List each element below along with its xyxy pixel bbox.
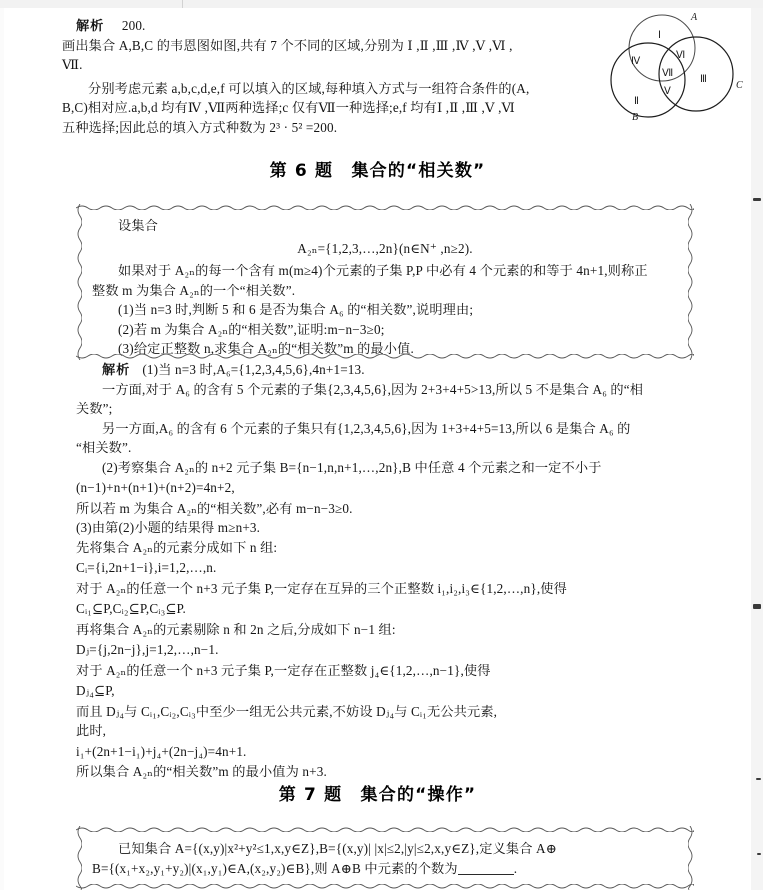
edge-mark — [757, 853, 761, 855]
solution-line-8: (3)由第(2)小题的结果得 m≥n+3. — [76, 520, 261, 535]
solution-line-13: 而且 Dⱼ₄与 Cᵢ₁,Cᵢ₂,Cᵢ₃中至少一组无公共元素,不妨设 Dⱼ₄与 Cᵢ₁无公共元素, — [76, 703, 498, 719]
answer-blank[interactable] — [458, 874, 514, 875]
solution-line-6: (2)考察集合 A₂ₙ的 n+2 元子集 B={n−1,n,n+1,…,2n},B 中任意 4 个元素之和一定不小于 — [102, 459, 602, 475]
solution-display-1: (n−1)+n+(n+1)+(n+2)=4n+2, — [76, 480, 235, 495]
box-right-border — [688, 204, 694, 360]
box-left-border — [76, 204, 82, 360]
venn-region-6: Ⅵ — [676, 50, 686, 61]
edge-mark — [753, 604, 761, 609]
box-top-border — [76, 204, 694, 210]
solution-line-7: 所以若 m 为集合 A₂ₙ的“相关数”,必有 m−n−3≥0. — [76, 500, 353, 516]
venn-region-4: Ⅳ — [631, 56, 641, 67]
solution-label: 解析 — [102, 362, 131, 377]
venn-region-2: Ⅱ — [634, 96, 639, 107]
box-top-border — [76, 826, 694, 832]
solution-line-5: “相关数”. — [76, 440, 132, 455]
venn-label-c: C — [736, 80, 743, 91]
problem-condition-line-1: 如果对于 A₂ₙ的每一个含有 m(m≥4)个元素的子集 P,P 中必有 4 个元素的和等于 4n+1,则称正 — [118, 263, 648, 278]
problem-question-2: (2)若 m 为集合 A₂ₙ的“相关数”,证明:m−n−3≥0; — [118, 321, 385, 337]
box-left-border — [76, 826, 82, 890]
page-right-scroll-edge[interactable] — [750, 8, 763, 890]
section-7-title: 第 7 题 集合的“操作” — [278, 785, 477, 805]
solution-line-9: 先将集合 A₂ₙ的元素分成如下 n 组: — [76, 539, 278, 555]
document-sheet — [4, 8, 751, 890]
section-6-title: 第 6 题 集合的“相关数” — [269, 161, 486, 181]
solution-line-1 — [76, 360, 688, 380]
problem-intro: 设集合 — [118, 218, 159, 233]
page-top-tick — [182, 0, 183, 8]
solution-display-3: Cᵢ₁⊆P,Cᵢ₂⊆P,Cᵢ₃⊆P. — [76, 601, 187, 616]
top-solution-line-5: 五种选择;因此总的填入方式种数为 2³ · 5² =200. — [62, 119, 338, 135]
venn-label-a: A — [691, 12, 698, 23]
top-solution-line-1: 画出集合 A,B,C 的韦恩图如图,共有 7 个不同的区域,分别为 Ⅰ ,Ⅱ ,Ⅲ ,Ⅳ ,Ⅴ ,Ⅵ , — [62, 37, 513, 53]
venn-label-b: B — [632, 112, 639, 122]
box-bottom-border — [76, 884, 694, 890]
venn-region-1: Ⅰ — [658, 30, 661, 41]
problem-7-line-2-text: B={(x₁+x₂,y₁+y₂)|(x₁,y₁)∈A,(x₂,y₂)∈B},则 A⊕B 中元素的个数为 — [92, 860, 458, 876]
problem-condition-line-2: 整数 m 为集合 A₂ₙ的一个“相关数”. — [92, 282, 296, 298]
solution-line-10: 对于 A₂ₙ的任意一个 n+3 元子集 P,一定存在互异的三个正整数 i₁,i₂,i₃∈{1,2,…,n},使得 — [76, 580, 567, 596]
solution-answer: 200. — [121, 18, 146, 33]
venn-region-5: Ⅴ — [664, 86, 671, 97]
solution-line-14: 此时, — [76, 723, 107, 738]
problem-display-set: A₂ₙ={1,2,3,…,2n}(n∈N⁺ ,n≥2). — [297, 240, 473, 256]
problem-7-line-2 — [92, 859, 678, 879]
problem-7-line-1: 已知集合 A={(x,y)|x²+y²≤1,x,y∈Z},B={(x,y)| |x|≤2,|y|≤2,x,y∈Z},定义集合 A⊕ — [118, 841, 557, 856]
solution-block-6 — [76, 360, 688, 782]
venn-region-7: Ⅶ — [662, 68, 674, 79]
problem-question-3: (3)给定正整数 n,求集合 A₂ₙ的“相关数”m 的最小值. — [118, 341, 414, 356]
solution-line-1-text: (1)当 n=3 时,A₆={1,2,3,4,5,6},4n+1=13. — [142, 362, 365, 377]
problem-question-1: (1)当 n=3 时,判断 5 和 6 是否为集合 A₆ 的“相关数”,说明理由; — [118, 302, 474, 317]
top-solution-answer-line — [76, 16, 606, 36]
top-solution-line-2: Ⅶ. — [62, 57, 83, 72]
venn-diagram — [608, 10, 748, 122]
top-solution-line-3: 分别考虑元素 a,b,c,d,e,f 可以填入的区域,每种填入方式与一组符合条件的(A, — [88, 80, 530, 96]
solution-display-4: Dⱼ={j,2n−j},j=1,2,…,n−1. — [76, 642, 219, 657]
venn-region-3: Ⅲ — [700, 74, 707, 85]
solution-line-2: 一方面,对于 A₆ 的含有 5 个元素的子集{2,3,4,5,6},因为 2+3+4+5>13,所以 5 不是集合 A₆ 的“相 — [102, 381, 644, 397]
box-right-border — [688, 826, 694, 890]
top-solution-block — [62, 16, 606, 137]
solution-line-15: 所以集合 A₂ₙ的“相关数”m 的最小值为 n+3. — [76, 764, 327, 779]
problem-box-7 — [76, 826, 694, 890]
solution-line-3: 关数”; — [76, 401, 113, 416]
problem-box-6 — [76, 204, 694, 360]
problem-7-line-2-end: . — [513, 860, 518, 876]
solution-line-12: 对于 A₂ₙ的任意一个 n+3 元子集 P,一定存在正整数 j₄∈{1,2,…,n−1},使得 — [76, 662, 491, 678]
solution-display-2: Cᵢ={i,2n+1−i},i=1,2,…,n. — [76, 560, 217, 575]
solution-line-11: 再将集合 A₂ₙ的元素剔除 n 和 2n 之后,分成如下 n−1 组: — [76, 621, 396, 637]
solution-line-4: 另一方面,A₆ 的含有 6 个元素的子集只有{1,2,3,4,5,6},因为 1+3+4+5=13,所以 6 是集合 A₆ 的 — [102, 420, 631, 436]
edge-mark — [756, 778, 761, 780]
solution-label: 解析 — [76, 18, 105, 33]
edge-mark — [753, 198, 761, 201]
solution-display-6: i₁+(2n+1−i₁)+j₄+(2n−j₄)=4n+1. — [76, 743, 247, 759]
top-solution-line-4: B,C)相对应.a,b,d 均有Ⅳ ,Ⅶ两种选择;c 仅有Ⅶ一种选择;e,f 均有Ⅰ ,Ⅱ ,Ⅲ ,Ⅴ ,Ⅵ — [62, 100, 515, 115]
solution-display-5: Dⱼ₄⊆P, — [76, 683, 115, 698]
